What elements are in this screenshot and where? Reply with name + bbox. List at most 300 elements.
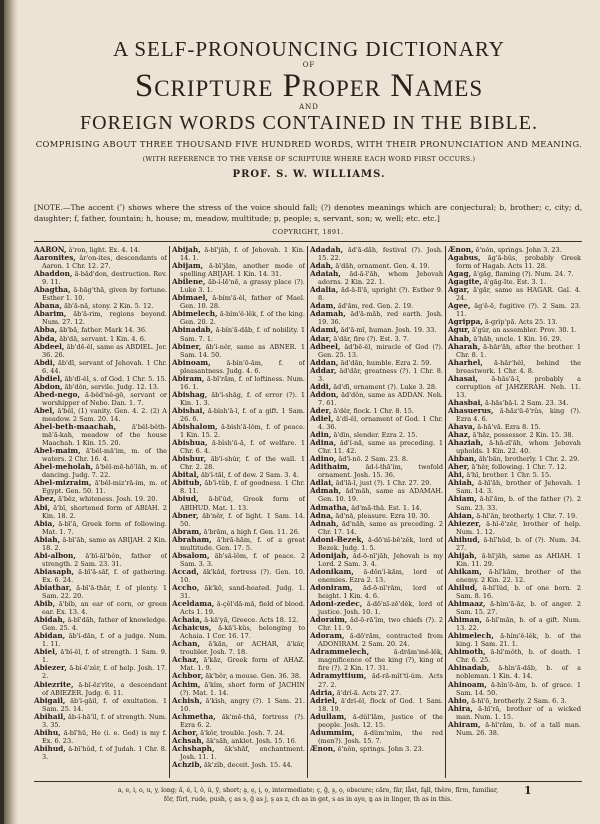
entry-headword: Abdon,: [34, 381, 63, 391]
entry-headword: Adullam,: [310, 711, 347, 721]
entry-headword: Abidah,: [34, 615, 66, 625]
entry-definition: ă-drăm'mĕ-lĕk, magnificence of the king (?), king of fire (?). 2 Kin. 17. 31.: [318, 648, 443, 673]
entry-headword: Adlai,: [310, 478, 334, 488]
reference-note: (WITH REFERENCE TO THE VERSE OF SCRIPTURE WHERE EACH WORD FIRST OCCURS.): [142, 155, 476, 163]
entry-definition: ăd'ăm, red. Gen. 2. 19.: [335, 302, 414, 311]
entry-definition: ăb-ĭ-hā'ĭl, f. of strength. Num. 3. 35.: [42, 712, 167, 729]
dictionary-entry: [310, 632, 443, 648]
entry-headword: Abiasaph,: [34, 566, 75, 576]
entry-headword: Abiel,: [34, 647, 58, 657]
entry-definition: ăb'ĭ-nĕr, same as ABNER. 1 Sam. 14. 50.: [180, 342, 305, 359]
entry-definition: ă-băg'thă, given by fortune. Esther 1. 10.: [42, 286, 167, 303]
entry-definition: ăd-ō-nī'jăh, Jehovah is my Lord. 2 Sam. 3. 4.: [318, 551, 443, 568]
entry-headword: Adramyttium,: [310, 671, 367, 681]
entry-headword: Ahasuerus,: [448, 405, 494, 415]
dictionary-entry: [34, 648, 167, 664]
dictionary-entry: [34, 359, 167, 375]
entry-headword: Ahaziah,: [448, 438, 484, 448]
entry-headword: Adina,: [310, 438, 337, 448]
entry-headword: Abidan,: [34, 631, 66, 641]
entry-definition: ăb'bă, father. Mark 14. 36.: [57, 326, 148, 335]
entry-definition: ăb'dŏn, servile. Judg. 12. 13.: [62, 382, 159, 391]
entry-headword: Abijam,: [172, 261, 204, 271]
entry-headword: Abijah,: [172, 246, 201, 254]
entry-headword: Adnah,: [310, 518, 339, 528]
entry-definition: ăb'dī, servant of Jehovah. 1 Chr. 6. 44.: [42, 358, 167, 375]
dictionary-entry: [172, 495, 305, 511]
entry-headword: Abishalom,: [172, 422, 218, 432]
dictionary-entry: [310, 568, 443, 584]
entry-headword: Abi-albon,: [34, 550, 76, 560]
copyright: COPYRIGHT, 1891.: [272, 228, 344, 236]
entry-headword: Aharhel,: [448, 357, 483, 367]
dictionary-entry: [172, 761, 305, 769]
entry-headword: Adami,: [310, 325, 339, 335]
dictionary-entry: [34, 463, 167, 479]
entry-definition: ă-hī'mŏth, b. of death. 1 Chr. 6. 25.: [456, 648, 581, 665]
dictionary-entry: [448, 343, 581, 359]
entry-definition: ăd'mă-thă. Est. 1. 14.: [349, 503, 422, 512]
dictionary-entry: [172, 681, 305, 697]
dictionary-entry: [310, 600, 443, 616]
entry-definition: ā'kŏr, trouble. Josh. 7. 24.: [198, 728, 286, 737]
entry-definition: ă-hā'vă. Ezra 8. 15.: [475, 423, 541, 432]
dictionary-entry: [448, 254, 581, 270]
dictionary-entry: [34, 681, 167, 697]
dictionary-entry: [34, 520, 167, 536]
entry-headword: Abiathar,: [34, 582, 72, 592]
entry-definition: ā-hă-zī'ăh, whom Jehovah upholds. 1 Kin. 22. 40.: [456, 439, 581, 456]
entry-headword: Addar,: [310, 365, 337, 375]
dictionary-entry: [172, 624, 305, 640]
entry-definition: ā'bĕl-mā'im, m. of the waters. 2 Chr. 16. 4.: [42, 447, 167, 464]
entry-definition: ē'nŏn, springs. John 3. 23.: [473, 246, 562, 254]
dictionary-entry: [172, 326, 305, 342]
dictionary-entry: [448, 664, 581, 680]
entry-headword: Abed-nego,: [34, 389, 80, 399]
entry-headword: Ahinadab,: [448, 663, 490, 673]
entry-headword: Achim,: [172, 679, 201, 689]
dictionary-entry: [34, 664, 167, 680]
entry-headword: Abdeel,: [34, 341, 65, 351]
dictionary-entry: [310, 584, 443, 600]
dictionary-entry: [172, 262, 305, 278]
entry-headword: Adam,: [310, 301, 336, 311]
entry-headword: Ahasbai,: [448, 397, 483, 407]
entry-headword: Agur,: [448, 325, 470, 335]
column-divider: [169, 246, 170, 778]
entry-definition: ă-bī'hŭd, f. of Judah. 1 Chr. 8. 3.: [42, 744, 167, 761]
author: PROF. S. W. WILLIAMS.: [232, 169, 386, 180]
entry-definition: ă-bī'ă, Greek form of following. Mat. 1. 7.: [42, 519, 167, 536]
entry-headword: Abana,: [34, 301, 63, 311]
entry-headword: Ahab,: [448, 333, 472, 343]
entry-definition: ă-bī'ă-thär, f. of plenty. 1 Sam. 22. 20.: [42, 583, 167, 601]
entry-headword: Adoni-Bezek,: [310, 534, 364, 544]
dictionary-entry: [172, 455, 305, 471]
usage-note: [NOTE.—The accent (ʹ) shows where the stress of the voice should fall; (?) denotes meanings which are conjectural; b, brother; c, city; d, daughter; f, father, fountain; h, house; m, meadow, multitude; p, people; s, servant, son; w, well; etc. etc.]: [34, 203, 582, 223]
entry-definition: ă-hăr'hĕl, behind the breastwork. 1 Chr. 4. 8.: [456, 358, 581, 375]
page-header: [24, 38, 594, 182]
dictionary-entry: [448, 616, 581, 632]
dictionary-entry: [172, 479, 305, 495]
entry-headword: Ahiezer,: [448, 518, 482, 528]
dictionary-entry: [172, 745, 305, 761]
dictionary-entry: [448, 721, 581, 737]
entry-definition: ăd-ĭ-thā'ĭm, twofold ornament. Josh. 15. 36.: [318, 463, 443, 480]
entry-definition: âr'on-ites, descendants of Aaron. 1 Chr. 12. 27.: [42, 254, 167, 271]
entry-headword: Abram,: [172, 526, 202, 536]
dictionary-entry: [310, 672, 443, 688]
dictionary-entry: [310, 270, 443, 286]
entry-headword: Adithaim,: [310, 462, 350, 472]
entry-definition: ăg'ē-ē, fugitive (?). 2 Sam. 23. 11.: [456, 302, 581, 319]
entry-headword: Addi,: [310, 381, 332, 391]
entry-headword: Agabus,: [448, 253, 481, 263]
entry-headword: Ader,: [310, 405, 332, 415]
entry-definition: ă-grĭp'pă. Acts 25. 13.: [482, 318, 558, 327]
entry-headword: Ahava,: [448, 422, 476, 432]
dictionary-entry: [448, 375, 581, 399]
dictionary-page: [4, 0, 600, 824]
entry-headword: Achmetha,: [172, 711, 216, 721]
entry-column: [310, 246, 443, 778]
book-gutter: [4, 0, 18, 824]
dictionary-entry: [448, 568, 581, 584]
entry-definition: ă-bĕd'nĕ-gō, servant or worshipper of Nebo. Dan. 1. 7.: [42, 390, 167, 407]
entry-headword: Adiel,: [310, 413, 334, 423]
entry-headword: Adonikam,: [310, 566, 354, 576]
entry-definition: ă-hī'măn, b. of a gift. Num. 13. 22.: [456, 616, 581, 633]
entry-headword: Abel-meholah,: [34, 462, 94, 472]
dictionary-entry: [34, 568, 167, 584]
entry-headword: Abishai,: [172, 405, 205, 415]
entry-headword: Abitub,: [172, 478, 202, 488]
entry-definition: ă-bĭn'ō-ăm, f. of pleasantness. Judg. 4. 6.: [180, 358, 305, 375]
title-main: Scripture Proper Names: [134, 68, 484, 104]
entry-definition: ā'bĭ-ĕl, f. of strength. 1 Sam. 9. 1.: [42, 648, 167, 665]
entry-headword: Ahira,: [448, 703, 473, 713]
entry-headword: Abba,: [34, 325, 58, 335]
entry-headword: Agee,: [448, 301, 471, 311]
entry-headword: AARON,: [34, 246, 67, 254]
entry-headword: Abimael,: [172, 293, 208, 303]
entry-definition: ā'gŭr, an assembler. Prov. 30. 1.: [469, 326, 577, 335]
entry-headword: Abia,: [34, 518, 55, 528]
entry-definition: ăd'ă-dăh, festival (?). Josh. 15. 22.: [318, 246, 443, 263]
entry-definition: ăd'ă-mī, human. Josh. 19. 33.: [338, 326, 437, 335]
entry-headword: Abihail,: [34, 711, 66, 721]
dictionary-entry: [172, 584, 305, 600]
entry-definition: ă-bĭsh'ă-lŏm, f. of peace. 1 Kin. 15. 2.: [180, 423, 305, 440]
dictionary-entry: [310, 367, 443, 383]
entry-headword: Adria,: [310, 687, 335, 697]
dictionary-entry: [34, 479, 167, 495]
entry-definition: ā'găg, flaming (?). Num. 24. 7.: [471, 270, 574, 279]
entry-definition: ă-bī'hū, He (i. e. God) is my f. Ex. 6. 23.: [42, 728, 167, 745]
dictionary-entry: [34, 584, 167, 600]
entry-headword: Adino,: [310, 454, 337, 464]
entry-definition: ā'bĭb, an ear of corn, or green ear. Ex. 13. 4.: [42, 600, 167, 617]
entry-headword: Abel,: [34, 405, 55, 415]
entry-definition: ă-hī'răm, b. of a tall man. Num. 26. 38.: [456, 720, 581, 737]
entry-definition: ă-hī'ō, brotherly. 2 Sam. 6. 3.: [469, 696, 567, 705]
entry-headword: Adah,: [310, 261, 334, 271]
entry-definition: ă-kā'yă, Greece. Acts 18. 12.: [202, 616, 299, 625]
entry-headword: Adin,: [310, 430, 332, 440]
entry-definition: ăk'kō, sand-heated. Judg. 1. 31.: [180, 583, 305, 601]
entry-definition: ā'kăz, Greek form of AHAZ. Mat. 1. 9.: [180, 656, 305, 673]
entry-definition: ăb'ĭ-shăg, f. of error (?). 1 Kin. 1. 3.: [180, 390, 305, 407]
entry-headword: Adummim,: [310, 727, 355, 737]
entry-headword: Aharah,: [448, 341, 481, 351]
entry-definition: ă-dŭl'lăm, justice of the people. Josh. 12. 15.: [318, 712, 443, 729]
dictionary-entry: [448, 681, 581, 697]
title-and: AND: [299, 103, 319, 111]
dictionary-entry: [172, 278, 305, 294]
entry-headword: Ahban,: [448, 454, 477, 464]
dictionary-entry: [310, 246, 443, 262]
entry-headword: Adadah,: [310, 246, 344, 254]
entry-definition: ăd-ō-nī'răm, lord of height. 1 Kin. 4. 6.: [318, 583, 443, 601]
entry-headword: Adbeel,: [310, 341, 341, 351]
entry-column: [172, 246, 305, 778]
entry-headword: Agrippa,: [448, 317, 483, 327]
entry-definition: ăb'ĭ-dăn, f. of a judge. Num. 1. 11.: [42, 632, 167, 649]
dictionary-entry: [310, 415, 443, 431]
entry-definition: ā-bĭ-ēz'rīte, a descendant of ABIEZER. Judg. 6. 11.: [42, 680, 167, 697]
pronunciation-key-line-2: fôr, fûrl, rude, push, ç as s, ḡ as j, s̤ as z, ch as in get, s as in aye, ṉ as in linger, th as in this.: [163, 796, 453, 803]
dictionary-entry: [34, 504, 167, 520]
dictionary-entry: [448, 600, 581, 616]
entry-headword: Achsah,: [172, 735, 205, 745]
entry-headword: Abihud,: [34, 743, 66, 753]
entry-column: [34, 246, 167, 778]
dictionary-entry: [310, 310, 443, 326]
entry-definition: ă-hī'ăm, b. of the father (?). 2 Sam. 23. 33.: [456, 495, 581, 512]
entry-headword: Abda,: [34, 333, 58, 343]
entry-definition: ā'bī-ăl'bŏn, father of strength. 2 Sam. 23. 31.: [42, 551, 167, 568]
entry-definition: ăb'ĭ-gāil, f. of exultation. 1 Sam. 25. 14.: [42, 696, 167, 713]
dictionary-entry: [310, 729, 443, 745]
dictionary-entry: [172, 656, 305, 672]
dictionary-entry: [34, 343, 167, 359]
dictionary-entry: [310, 391, 443, 407]
entry-definition: ăd'lā-ī, just (?). 1 Chr. 27. 29.: [333, 479, 432, 488]
entry-definition: ăh'băn, brotherly. 1 Chr. 2. 29.: [476, 455, 580, 464]
entry-definition: ă-kā'ĭ-kŭs, belonging to Achaia. 1 Cor. 16. 17.: [180, 624, 305, 641]
entry-headword: Ahian,: [448, 510, 475, 520]
entry-column: [448, 246, 581, 778]
dictionary-entry: [310, 487, 443, 503]
entry-headword: Agag,: [448, 269, 472, 279]
entry-definition: ăk'bŏr, a mouse. Gen. 36. 38.: [203, 672, 302, 681]
entry-headword: Achan,: [172, 639, 200, 649]
entry-headword: Ahio,: [448, 695, 470, 705]
dictionary-entry: [34, 616, 167, 632]
entry-headword: Abigail,: [34, 695, 66, 705]
dictionary-entry: [172, 294, 305, 310]
entry-headword: Abdiel,: [34, 373, 63, 383]
entry-headword: Achaz,: [172, 655, 199, 665]
dictionary-entry: [34, 407, 167, 423]
entry-headword: Adar,: [310, 333, 332, 343]
top-rule: [34, 241, 582, 242]
dictionary-entry: [310, 745, 443, 753]
entry-headword: Ahimoth,: [448, 647, 486, 657]
entry-headword: Ahijah,: [448, 550, 477, 560]
entry-definition: ăb'dē-ĕl, same as ABDIEL. Jer. 36. 26.: [42, 342, 167, 359]
entry-headword: Ahi,: [448, 470, 465, 480]
entry-definition: ă-hĭn'ă-dăb, b. of a nobleman. 1 Kin. 4. 14.: [456, 664, 581, 681]
dictionary-entry: [310, 286, 443, 302]
entry-headword: Adoniram,: [310, 582, 353, 592]
entry-definition: ā'găr, same as HAGAR. Gal. 4. 24.: [456, 286, 581, 303]
dictionary-entry: [448, 648, 581, 664]
dictionary-entry: [34, 254, 167, 270]
entry-definition: ăb'ă-rim, regions beyond. Num. 27. 12.: [42, 310, 167, 327]
entry-headword: Abib,: [34, 599, 56, 609]
entry-definition: ă-bĭn'ă-dăb, f. of nobility. 1 Sam. 7. 1.: [180, 326, 305, 343]
entry-headword: Ahinoam,: [448, 679, 487, 689]
entry-headword: Ahaz,: [448, 430, 471, 440]
entry-definition: ā'kĭm, short form of JACHIN (?). Mat. 1. 14.: [180, 680, 305, 697]
entry-headword: Adamah,: [310, 309, 346, 319]
entry-headword: Adonijah,: [310, 550, 349, 560]
entry-headword: Adoram,: [310, 631, 345, 641]
entry-definition: ā'bĕl, (1) vanity. Gen. 4. 2. (2) A meadow. 2 Sam. 20. 14.: [42, 406, 167, 423]
entry-headword: Ænon,: [448, 246, 474, 254]
entry-definition: ăk'săh, anklet. Josh. 15. 16.: [204, 736, 297, 745]
dictionary-entry: [172, 439, 305, 455]
entry-headword: Abiah,: [34, 534, 61, 544]
entry-headword: Adoni-zedec,: [310, 599, 363, 609]
entry-headword: Ænon,: [310, 743, 336, 753]
entry-definition: ā-bĭ-ē'zĕr, f. of help. Josh. 17. 2.: [42, 664, 167, 681]
entry-definition: ă-hī'jăh, same as AHIAH. 1 Kin. 11. 29.: [456, 551, 581, 568]
dictionary-entry: [448, 536, 581, 552]
entry-definition: ă-bī'jăh, f. of Jehovah. 1 Kin. 14. 1.: [180, 246, 305, 263]
dictionary-entry: [448, 495, 581, 511]
entry-headword: Abner,: [172, 510, 199, 520]
entry-headword: Abdi,: [34, 357, 56, 367]
entry-definition: ăb'ĭ-shŭr, f. of the wall. 1 Chr. 2. 28.: [180, 455, 305, 472]
entry-headword: Abel-beth-maachah,: [34, 422, 117, 432]
entry-definition: ăd-ră-mĭt'tĭ-ŭm. Acts 27. 2.: [318, 672, 443, 689]
dictionary-entry: [448, 286, 581, 302]
entry-definition: ă-bī'ăh, same as ABIJAH. 2 Kin. 18. 2.: [42, 535, 167, 552]
entry-definition: ă-hăs'bā-ī. 2 Sam. 23. 34.: [482, 398, 569, 407]
entry-headword: Ahiram,: [448, 719, 481, 729]
title-line-3: FOREIGN WORDS CONTAINED IN THE BIBLE.: [80, 112, 538, 134]
entry-definition: ă-hăs'ā-ī, probably a corruption of JAHZERAH. Neh. 11. 13.: [456, 374, 581, 399]
entry-definition: ăd'năh, same as preceding. 2 Chr. 17. 14.: [318, 519, 443, 536]
dictionary-entry: [310, 520, 443, 536]
entry-headword: Abilene,: [172, 277, 206, 287]
entry-definition: ā'bĕl-mē-hō'lăh, m. of dancing. Judg. 7. 22.: [42, 463, 167, 480]
entry-headword: Addon,: [310, 389, 339, 399]
entry-definition: ā'kĭsh, angry (?). 1 Sam. 21. 10.: [180, 696, 305, 713]
entry-headword: Aher,: [448, 462, 470, 472]
entry-headword: Abraham,: [172, 534, 212, 544]
dictionary-entry: [448, 359, 581, 375]
dictionary-entry: [448, 552, 581, 568]
dictionary-entry: [172, 246, 305, 262]
entry-definition: ā'dăr, fire (?). Est. 3. 7.: [331, 334, 409, 343]
entry-headword: Ahimaaz,: [448, 599, 486, 609]
entry-definition: ăd'dăr, greatness (?). 1 Chr. 8. 3.: [318, 366, 443, 383]
dictionary-entry: [448, 705, 581, 721]
dictionary-entry: [34, 270, 167, 286]
entry-definition: ă-bĭsh'ū-ă, f. of welfare. 1 Chr. 6. 4.: [180, 439, 305, 456]
entry-definition: ā'kăn, or ACHAR, ā'kär, troubler. Josh. 7. 18.: [180, 640, 305, 657]
entry-definition: ă-bī'ŭd, Greek form of ABIHUD. Mat. 1. 13.: [180, 495, 305, 512]
entry-headword: Achbor,: [172, 671, 204, 681]
entry-headword: Abel-maim,: [34, 446, 81, 456]
entry-headword: Admatha,: [310, 502, 350, 512]
entry-definition: ă-hī'ră, brother of a wicked man. Num. 1. 15.: [456, 704, 581, 721]
entry-headword: Adaiah,: [310, 269, 341, 279]
dictionary-entry: [172, 568, 305, 584]
entry-headword: Abihu,: [34, 727, 61, 737]
dictionary-entry: [172, 697, 305, 713]
page-number: 1: [524, 784, 532, 797]
dictionary-entry: [172, 552, 305, 568]
entry-headword: Abarim,: [34, 309, 67, 319]
entry-definition: ăd-ă-ī'ăh, whom Jehovah adorns. 2 Kin. 22. 1.: [318, 270, 443, 287]
entry-headword: Ahiah,: [448, 478, 475, 488]
entry-headword: Achaicus,: [172, 623, 212, 633]
entry-definition: ā'bĕl-bĕth-mā'ă-kah, meadow of the house Maachah. 1 Kin. 15. 20.: [42, 423, 167, 448]
entry-headword: Achaia,: [172, 615, 203, 625]
entry-definition: ă-hĭn'ō-ăm, b. of grace. 1 Sam. 14. 50.: [456, 680, 581, 697]
entry-definition: ă-hĭm'ĕ-lĕk, b. of the king. 1 Sam. 21. 1.: [456, 632, 581, 649]
entry-definition: ă-dō'răm, contracted from ADONIRAM. 2 Sam. 20. 24.: [318, 632, 443, 649]
dictionary-entry: [310, 697, 443, 713]
entry-headword: Agar,: [448, 285, 470, 295]
entry-definition: ă-hăr'ăh, after the brother. 1 Chr. 8. 1.: [456, 342, 581, 359]
entry-headword: Aaronites,: [34, 253, 76, 263]
entry-definition: ăd'ĭ-nă, same as preceding. 1 Chr. 11. 42.: [318, 439, 443, 456]
dictionary-entry: [34, 552, 167, 568]
entry-definition: ă-hī'hŭd, b. of (?). Num. 34. 27.: [456, 535, 581, 552]
entry-definition: ăd'bē-ĕl, miracle of God (?). Gen. 25. 13.: [318, 342, 443, 359]
pronunciation-key-line-1: a, e, i, o, u, y, long; ă, ĕ, ĭ, ŏ, ŭ, y̆, short; a̤, e̤, i̤, ọ, intermediate; ç, ḡ, s̤, ọ, obscure; cãre, fär, låst, fąll, thêre, fîrm, familiar,: [117, 787, 499, 794]
entry-headword: Ahihud,: [448, 534, 480, 544]
dictionary-entry: [172, 640, 305, 656]
entry-headword: Accad,: [172, 566, 199, 576]
entry-headword: Abiram,: [172, 373, 205, 383]
entry-definition: ă-bĭm'ĕ-lĕk, f. of the king. Gen. 20. 2.: [180, 310, 305, 327]
entry-definition: ă-bĭm'ă-ĕl, father of Mael. Gen. 10. 28.: [180, 294, 305, 311]
entry-definition: ā'drĭ-ĕl, flock of God. 1 Sam. 18. 19.: [318, 696, 443, 713]
dictionary-entry: [34, 600, 167, 616]
entry-definition: ăb'ă-nă, stony. 2 Kin. 5. 12.: [62, 302, 154, 311]
dictionary-entry: [310, 463, 443, 479]
pronunciation-key: [34, 786, 582, 804]
column-divider: [307, 246, 308, 778]
entry-definition: ă-bī'dăh, father of knowledge. Gen. 25. 4.: [42, 616, 167, 633]
title-line-1: A SELF-PRONOUNCING DICTIONARY: [113, 37, 505, 61]
dictionary-entry: [448, 632, 581, 648]
entry-definition: ā-hĭ-ē'zĕr, brother of help. Num. 1. 12.: [456, 519, 581, 536]
dictionary-entry: [34, 495, 167, 503]
dictionary-entry: [310, 439, 443, 455]
entry-headword: Adoraim,: [310, 615, 348, 625]
dictionary-entry: [34, 745, 167, 761]
entry-definition: ă-hăz'ū-ē'rŭs, king (?). Ezra 4. 6.: [456, 406, 581, 423]
dictionary-entry: [172, 375, 305, 391]
